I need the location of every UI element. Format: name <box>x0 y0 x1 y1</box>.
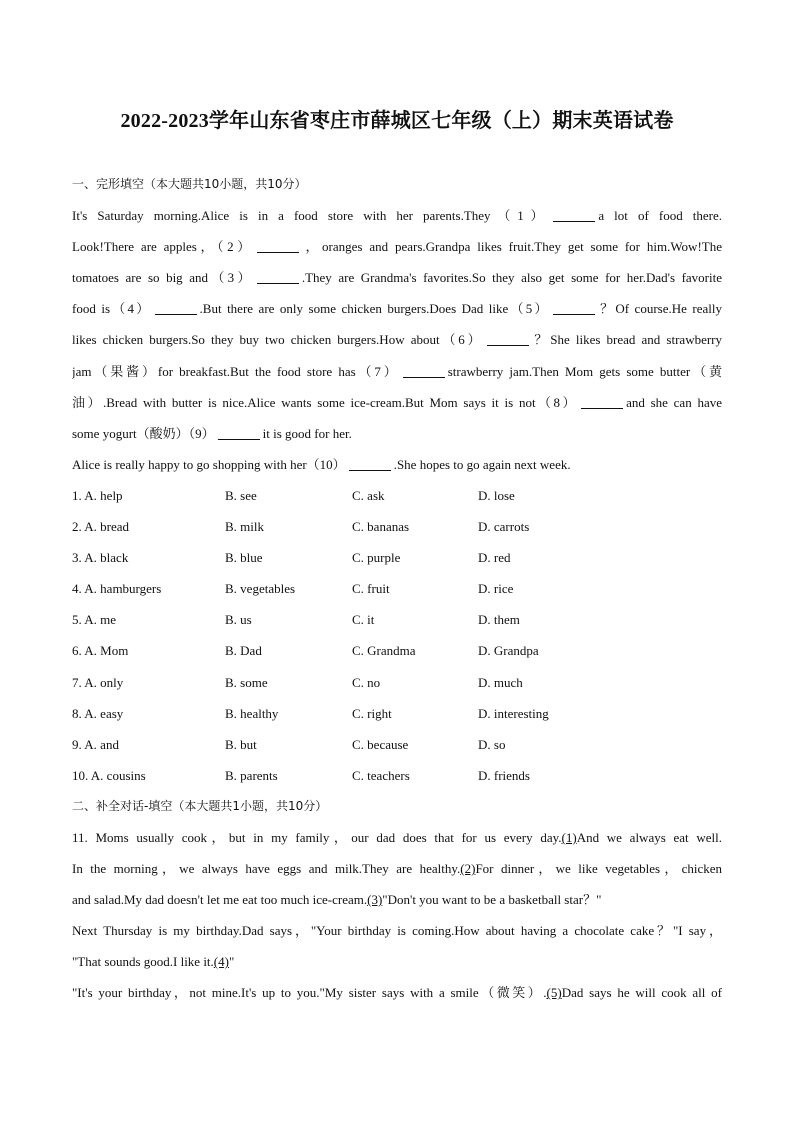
option-a: 2. A. bread <box>72 519 130 535</box>
option-a: 1. A. help <box>72 487 123 503</box>
option-c: C. purple <box>352 550 401 566</box>
option-d: D. much <box>478 674 523 690</box>
option-b: B. but <box>225 736 257 752</box>
option-a: 3. A. black <box>72 550 129 566</box>
answer-blank <box>218 425 260 440</box>
cloze-section <box>72 169 722 1009</box>
option-a: 9. A. and <box>72 736 119 752</box>
passage-line: Alice is really happy to go shopping with her（10） .She hopes to go again next week. <box>72 456 571 472</box>
blank-marker: (5) <box>546 985 562 1001</box>
option-d: D. carrots <box>478 519 530 535</box>
option-b: B. Dad <box>225 643 262 659</box>
question-options-4 <box>72 573 722 604</box>
option-a: 6. A. Mom <box>72 643 129 659</box>
answer-blank <box>553 300 595 315</box>
dialog-line: "It's your birthday，not mine.It's up to you."My sister says with a smile（微笑）.(5)Dad says he will cook all of <box>72 985 722 1001</box>
option-d: D. friends <box>478 767 530 783</box>
option-c: C. because <box>352 736 409 752</box>
option-c: C. Grandma <box>352 643 416 659</box>
option-b: B. healthy <box>225 705 279 721</box>
option-d: D. interesting <box>478 705 549 721</box>
question-options-3 <box>72 542 722 573</box>
option-b: B. milk <box>225 519 265 535</box>
option-a: 4. A. hamburgers <box>72 581 162 597</box>
question-options-8 <box>72 698 722 729</box>
option-d: D. lose <box>478 487 515 503</box>
option-d: D. Grandpa <box>478 643 539 659</box>
dialog-line: and salad.My dad doesn't let me eat too much ice-cream.(3)"Don't you want to be a basketball star？" <box>72 892 602 908</box>
passage-line: likes chicken burgers.So they buy two chicken burgers.How about（6） ？She likes bread and strawberry <box>72 332 722 348</box>
answer-blank <box>349 456 391 471</box>
option-c: C. right <box>352 705 392 721</box>
option-b: B. some <box>225 674 268 690</box>
question-options-2 <box>72 511 722 542</box>
blank-marker: (4) <box>213 954 229 970</box>
answer-blank <box>403 363 445 378</box>
option-a: 8. A. easy <box>72 705 124 721</box>
section-heading: 一、完形填空（本大题共10小题，共10分） <box>72 177 307 191</box>
option-c: C. no <box>352 674 381 690</box>
option-a: 7. A. only <box>72 674 124 690</box>
passage-line: Look!There are apples，（2） ，oranges and pears.Grandpa likes fruit.They get some for him.Wow!The <box>72 239 722 255</box>
option-d: D. rice <box>478 581 514 597</box>
answer-blank <box>257 269 299 284</box>
dialog-line: 11. Moms usually cook，but in my family，our dad does that for us every day.(1)And we always eat well. <box>72 829 722 845</box>
passage-line: some yogurt（酸奶）（9） it is good for her. <box>72 425 352 441</box>
question-options-5 <box>72 604 722 635</box>
option-d: D. red <box>478 550 511 566</box>
passage-line: jam（果酱）for breakfast.But the food store has（7） strawberry jam.Then Mom gets some butter（黄 <box>72 363 722 379</box>
dialog-line: Next Thursday is my birthday.Dad says，"Your birthday is coming.How about having a chocolate cake？"I say， <box>72 923 722 939</box>
passage-line: food is（4） .But there are only some chicken burgers.Does Dad like（5） ？Of course.He really <box>72 301 722 317</box>
option-b: B. us <box>225 612 252 628</box>
option-b: B. see <box>225 487 257 503</box>
answer-blank <box>553 207 595 222</box>
answer-blank <box>155 300 197 315</box>
answer-blank <box>581 394 623 409</box>
option-c: C. it <box>352 612 375 628</box>
question-options-9 <box>72 729 722 760</box>
option-d: D. so <box>478 736 506 752</box>
section-heading: 二、补全对话-填空（本大题共1小题，共10分） <box>72 798 328 813</box>
option-c: C. bananas <box>352 519 410 535</box>
blank-marker: (2) <box>460 861 476 877</box>
dialog-line: In the morning，we always have eggs and milk.They are healthy.(2)For dinner，we like vegetables，chicken <box>72 861 722 877</box>
blank-marker: (1) <box>561 829 577 845</box>
answer-blank <box>257 238 299 253</box>
passage-line: It's Saturday morning.Alice is in a food store with her parents.They（1） a lot of food there. <box>72 208 722 224</box>
option-b: B. parents <box>225 767 278 783</box>
passage-line: tomatoes are so big and（3） .They are Grandma's favorites.So they also get some for her.Dad's favorite <box>72 270 722 286</box>
option-c: C. fruit <box>352 581 390 597</box>
question-options-6 <box>72 635 722 666</box>
option-a: 10. A. cousins <box>72 767 146 783</box>
dialog-line: "That sounds good.I like it.(4)" <box>72 954 235 970</box>
option-c: C. ask <box>352 487 385 503</box>
question-options-7 <box>72 667 722 698</box>
blank-marker: (3) <box>367 892 383 908</box>
option-a: 5. A. me <box>72 612 117 628</box>
question-options-1 <box>72 480 722 511</box>
option-b: B. blue <box>225 550 263 566</box>
option-b: B. vegetables <box>225 581 296 597</box>
passage-line: 油）.Bread with butter is nice.Alice wants some ice-cream.But Mom says it is not（8） and she can have <box>72 394 722 410</box>
page-title: 2022-2023学年山东省枣庄市薛城区七年级（上）期末英语试卷 <box>120 110 674 132</box>
option-d: D. them <box>478 612 520 628</box>
question-options-10 <box>72 760 722 791</box>
answer-blank <box>487 331 529 346</box>
option-c: C. teachers <box>352 767 410 783</box>
